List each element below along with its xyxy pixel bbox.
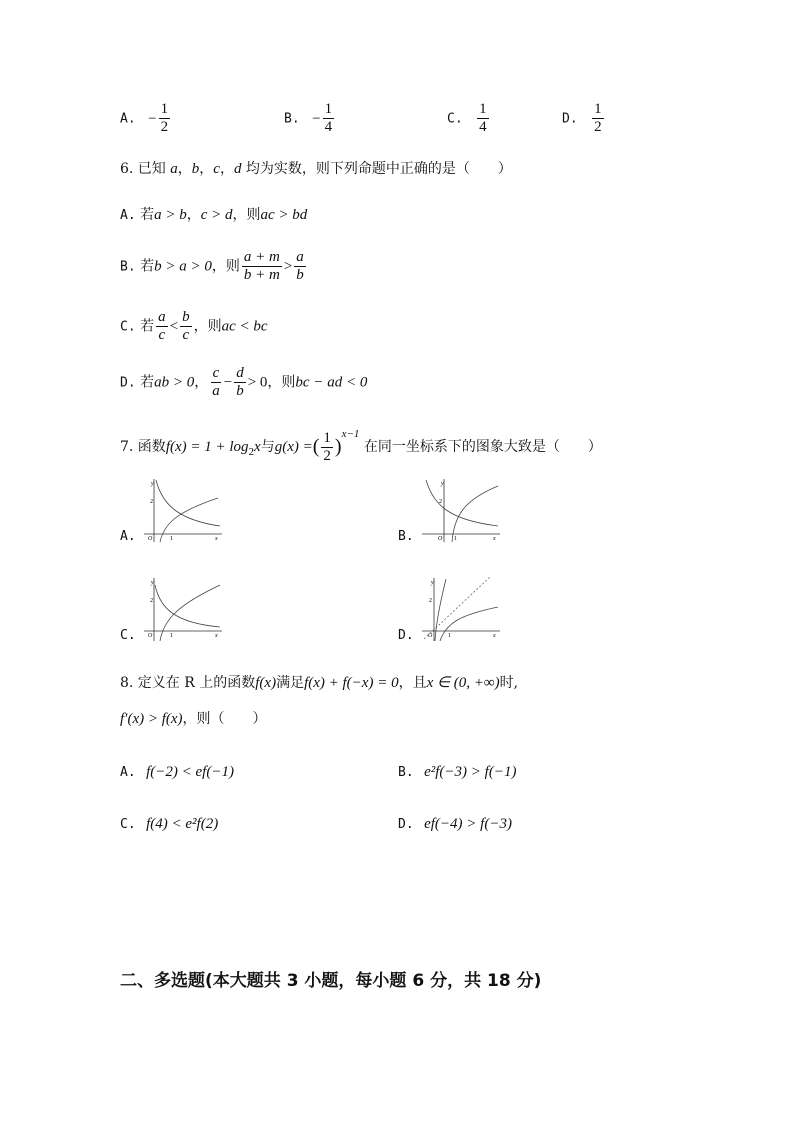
origin-label: O bbox=[428, 633, 433, 639]
ruo-text: 若 bbox=[140, 207, 155, 223]
q5-option-a[interactable] bbox=[120, 102, 172, 135]
tick-two-label: 2 bbox=[150, 499, 153, 505]
gt-zero: > 0 bbox=[247, 374, 268, 391]
separator: ， bbox=[199, 161, 214, 177]
fraction-denominator: b bbox=[296, 267, 304, 283]
fraction-numerator: 1 bbox=[160, 101, 169, 117]
ze-text: ，则 bbox=[193, 318, 222, 335]
derivative-inequality: f′(x) > f(x) bbox=[120, 711, 183, 727]
lt-sign: < bbox=[169, 318, 179, 335]
q5-option-c[interactable] bbox=[447, 102, 491, 135]
option-label: C. bbox=[120, 319, 136, 335]
tick-one-label: 1 bbox=[170, 536, 173, 542]
ruo-text: 若 bbox=[140, 318, 155, 335]
gt-sign: > bbox=[283, 258, 293, 275]
stem-text: 满足 bbox=[276, 675, 305, 691]
separator: ， bbox=[219, 161, 234, 177]
q7-graph-a[interactable] bbox=[142, 476, 226, 544]
option-expression: f(4) < e²f(2) bbox=[146, 816, 219, 832]
y-axis-label: y bbox=[431, 580, 434, 586]
q8-option-c[interactable] bbox=[120, 816, 218, 833]
exponent: x−1 bbox=[341, 428, 360, 440]
ruo-text: 若 bbox=[140, 374, 155, 391]
var-a: a bbox=[170, 161, 178, 177]
fraction-numerator: 1 bbox=[479, 101, 487, 117]
stem-suffix: 在同一坐标系下的图象大致是（ ） bbox=[363, 439, 602, 455]
fraction-numerator: 1 bbox=[323, 429, 331, 446]
log-base: 2 bbox=[248, 445, 255, 458]
g-expression: g(x) = bbox=[274, 439, 313, 455]
domain-condition: x ∈ (0, +∞) bbox=[426, 675, 500, 691]
q6-option-a[interactable] bbox=[120, 204, 307, 224]
q8-option-b[interactable] bbox=[398, 764, 516, 781]
tick-two-label: 2 bbox=[429, 598, 432, 604]
q6-option-b[interactable] bbox=[120, 250, 308, 283]
stem-prefix: 7. 函数 bbox=[120, 439, 166, 455]
option-label: D. bbox=[120, 375, 136, 391]
option-label: A. bbox=[120, 111, 136, 127]
y-axis-label: y bbox=[441, 481, 444, 487]
result: ac > bd bbox=[260, 207, 308, 223]
q6-option-d[interactable] bbox=[120, 366, 367, 399]
var-b: b bbox=[191, 161, 200, 177]
option-label: D. bbox=[562, 111, 578, 127]
separator: ， bbox=[186, 207, 201, 223]
fraction-denominator: 4 bbox=[324, 119, 333, 135]
x-axis-label: x bbox=[215, 633, 218, 639]
option-label: A. bbox=[120, 208, 136, 223]
fraction-denominator: a bbox=[212, 383, 220, 399]
fraction-lhs bbox=[156, 310, 168, 343]
fraction-numerator: a bbox=[158, 309, 166, 325]
curve-g bbox=[156, 480, 220, 526]
fraction-lhs bbox=[242, 250, 282, 283]
fraction-denominator: c bbox=[182, 327, 190, 343]
fraction-denominator: c bbox=[158, 327, 166, 343]
q7-option-c-label[interactable]: C. bbox=[120, 628, 136, 643]
fraction-rhs bbox=[294, 250, 306, 283]
option-label: A. bbox=[120, 765, 136, 780]
q5-option-b[interactable] bbox=[284, 102, 336, 135]
q7-stem bbox=[120, 428, 602, 464]
curve-f bbox=[160, 585, 220, 641]
odd-function-equation: f(x) + f(−x) = 0 bbox=[304, 675, 399, 691]
q8-stem-line2 bbox=[120, 708, 267, 728]
separator: ， bbox=[177, 161, 192, 177]
origin-label: O bbox=[438, 536, 443, 542]
fraction-numerator: 1 bbox=[594, 101, 602, 117]
q6-option-c[interactable] bbox=[120, 310, 268, 343]
curve-g bbox=[426, 480, 498, 526]
x-axis-label: x bbox=[215, 536, 218, 542]
q8-stem-line1 bbox=[120, 672, 518, 692]
option-expression: ef(−4) > f(−3) bbox=[424, 816, 512, 832]
stem-suffix: 均为实数，则下列命题中正确的是（ ） bbox=[245, 161, 512, 177]
option-expression: e²f(−3) > f(−1) bbox=[424, 764, 517, 780]
result: bc − ad < 0 bbox=[295, 374, 368, 391]
origin-label: O bbox=[148, 633, 153, 639]
ze-text: ，则 bbox=[211, 258, 240, 275]
condition-1: b > a > 0 bbox=[154, 258, 212, 275]
tick-one-label: 1 bbox=[448, 633, 451, 639]
q7-option-d-label[interactable]: D. bbox=[398, 628, 414, 643]
f-expression: f(x) = 1 + log bbox=[165, 439, 249, 455]
stem-text: 8. 定义在 R 上的函数 bbox=[120, 675, 256, 691]
q5-option-d[interactable] bbox=[562, 102, 606, 135]
minus-sign: − bbox=[148, 110, 157, 127]
section-heading: 二、多选题(本大题共 3 小题，每小题 6 分，共 18 分) bbox=[120, 971, 542, 991]
result: ac < bc bbox=[221, 318, 268, 335]
x-axis-label: x bbox=[493, 633, 496, 639]
fraction-numerator: b bbox=[182, 309, 190, 325]
y-axis-label: y bbox=[151, 481, 154, 487]
ze-text: ，则 bbox=[232, 207, 261, 223]
option-label: C. bbox=[120, 817, 136, 832]
minus-sign: − bbox=[312, 110, 321, 127]
fraction-denominator: 2 bbox=[323, 447, 331, 464]
minus-sign: − bbox=[223, 374, 233, 391]
option-label: B. bbox=[120, 259, 136, 275]
tick-one-label: 1 bbox=[454, 536, 457, 542]
fraction-denominator: b + m bbox=[243, 267, 280, 283]
q7-option-a-label[interactable]: A. bbox=[120, 529, 136, 544]
fraction-numerator: c bbox=[212, 365, 220, 381]
origin-label: O bbox=[148, 536, 153, 542]
y-axis-label: y bbox=[151, 580, 154, 586]
ze-text: ，则 bbox=[267, 374, 296, 391]
q8-option-d[interactable] bbox=[398, 816, 512, 833]
yu-text: 与 bbox=[260, 439, 275, 455]
fraction-numerator: 1 bbox=[324, 101, 333, 117]
fraction-numerator: d bbox=[236, 365, 244, 381]
fraction-denominator: b bbox=[236, 383, 244, 399]
q7-option-b-label[interactable]: B. bbox=[398, 529, 414, 544]
fraction-numerator: a + m bbox=[243, 249, 280, 265]
left-paren: ( bbox=[312, 435, 320, 458]
log-arg: x bbox=[254, 439, 261, 455]
fraction-rhs bbox=[180, 310, 192, 343]
option-label: C. bbox=[447, 111, 463, 127]
option-label: D. bbox=[398, 817, 414, 832]
tick-one-label: 1 bbox=[170, 633, 173, 639]
option-label: B. bbox=[398, 765, 414, 780]
stem-text: 时, bbox=[499, 675, 519, 691]
curve-f bbox=[452, 486, 498, 542]
fx: f(x) bbox=[255, 675, 277, 691]
option-expression: f(−2) < ef(−1) bbox=[146, 764, 234, 780]
q7-graph-b[interactable] bbox=[420, 476, 504, 544]
fraction-c-over-a bbox=[210, 366, 222, 399]
var-d: d bbox=[233, 161, 242, 177]
x-axis-label: x bbox=[493, 536, 496, 542]
var-c: c bbox=[213, 161, 220, 177]
fraction-denominator: 4 bbox=[479, 119, 487, 135]
condition-2: c > d bbox=[200, 207, 233, 223]
fraction-numerator: a bbox=[296, 249, 304, 265]
q6-stem bbox=[120, 158, 512, 178]
tick-two-label: 2 bbox=[439, 499, 442, 505]
condition-1: a > b bbox=[154, 207, 187, 223]
curve-g bbox=[155, 585, 220, 627]
tick-two-label: 2 bbox=[150, 598, 153, 604]
q7-graph-c[interactable] bbox=[142, 575, 226, 643]
separator: ， bbox=[194, 374, 209, 391]
stem-prefix: 6. 已知 bbox=[120, 161, 166, 177]
q7-graph-d[interactable] bbox=[420, 575, 504, 643]
option-label: B. bbox=[284, 111, 300, 127]
ruo-text: 若 bbox=[140, 258, 155, 275]
fraction-denominator: 2 bbox=[594, 119, 602, 135]
condition-1: ab > 0 bbox=[154, 374, 195, 391]
base-fraction bbox=[321, 431, 333, 464]
right-paren: ) bbox=[334, 435, 342, 458]
stem-text: ，则（ ） bbox=[182, 711, 267, 727]
q8-option-a[interactable] bbox=[120, 764, 234, 781]
stem-text: ，且 bbox=[398, 675, 427, 691]
fraction-d-over-b bbox=[234, 366, 246, 399]
fraction-denominator: 2 bbox=[160, 119, 169, 135]
